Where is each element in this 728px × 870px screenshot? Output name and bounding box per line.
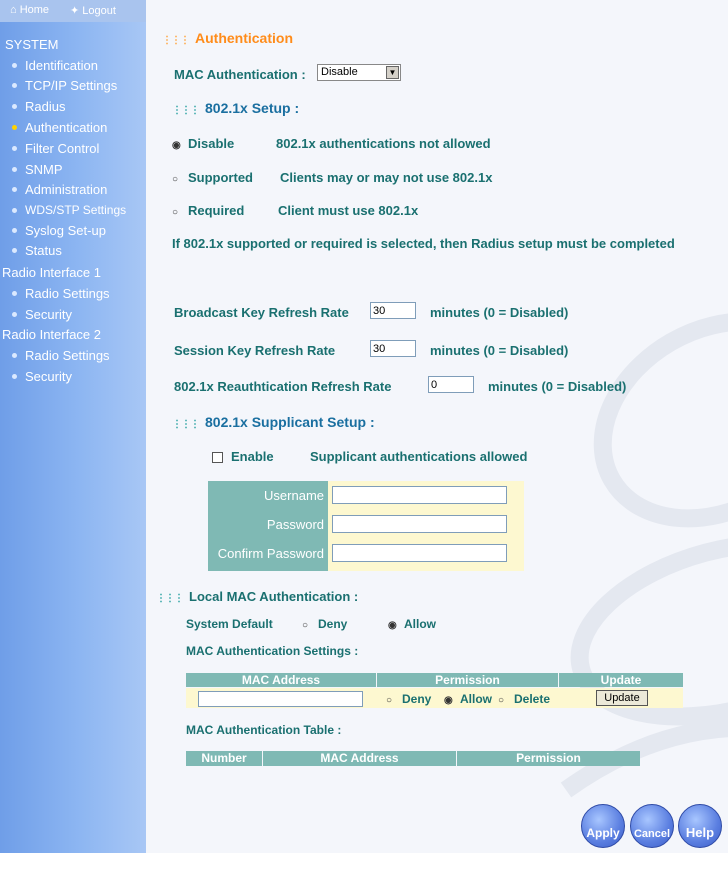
mac-table-label: MAC Authentication Table : — [186, 723, 342, 737]
header-permission: Permission — [377, 673, 558, 687]
sidebar-item-radio1-settings[interactable]: Radio Settings — [12, 286, 110, 301]
bullet-icon — [12, 228, 17, 233]
perm-delete[interactable]: ○ Delete — [498, 692, 551, 706]
sidebar-item-radio1-security[interactable]: Security — [12, 307, 72, 322]
radio-empty-icon[interactable]: ○ — [386, 695, 393, 706]
sidebar-item-radio2-security[interactable]: Security — [12, 369, 72, 384]
bullet-icon — [12, 167, 17, 172]
chevron-down-icon[interactable]: ▼ — [386, 66, 399, 79]
local-mac-heading: ⋮⋮⋮ Local MAC Authentication : — [156, 589, 359, 604]
checkbox[interactable] — [212, 452, 223, 463]
radio-empty-icon[interactable]: ○ — [172, 174, 179, 185]
skey-input[interactable] — [370, 340, 416, 357]
sidebar-item-authentication[interactable]: Authentication — [12, 120, 107, 135]
password-input[interactable] — [332, 515, 507, 533]
cancel-button[interactable]: Cancel — [630, 804, 674, 848]
table-header-number: Number — [186, 751, 262, 766]
system-default-label: System Default — [186, 617, 273, 631]
reauth-input[interactable] — [428, 376, 474, 393]
update-button[interactable]: Update — [596, 690, 648, 706]
heading-bullet-icon: ⋮⋮⋮ — [172, 419, 199, 430]
home-link[interactable]: ⌂ Home — [10, 4, 50, 16]
heading-bullet-icon: ⋮⋮⋮ — [156, 593, 183, 604]
option-disable-desc: 802.1x authentications not allowed — [276, 136, 491, 151]
sidebar-item-snmp[interactable]: SNMP — [12, 162, 63, 177]
sidebar-item-filter-control[interactable]: Filter Control — [12, 141, 99, 156]
page-title: ⋮⋮⋮ Authentication — [162, 30, 293, 46]
supplicant-enable-desc: Supplicant authentications allowed — [310, 449, 528, 464]
sidebar-item-radio2-settings[interactable]: Radio Settings — [12, 348, 110, 363]
radius-note: If 802.1x supported or required is selected, then Radius setup must be completed — [172, 236, 675, 251]
mac-settings-label: MAC Authentication Settings : — [186, 644, 359, 658]
mac-auth-select[interactable]: Disable ▼ — [317, 64, 401, 81]
skey-label: Session Key Refresh Rate — [174, 343, 336, 358]
sidebar-item-identification[interactable]: Identification — [12, 58, 98, 73]
skey-unit: minutes (0 = Disabled) — [430, 343, 569, 358]
username-input[interactable] — [332, 486, 507, 504]
sidebar-item-status[interactable]: Status — [12, 243, 62, 258]
bullet-icon — [12, 374, 17, 379]
main-content — [146, 0, 728, 853]
heading-bullet-icon: ⋮⋮⋮ — [172, 105, 199, 116]
bkey-input[interactable] — [370, 302, 416, 319]
bullet-icon — [12, 104, 17, 109]
bullet-icon — [12, 353, 17, 358]
confirm-password-label: Confirm Password — [217, 546, 324, 561]
sidebar-item-syslog[interactable]: Syslog Set-up — [12, 223, 106, 238]
sidebar-item-radius[interactable]: Radius — [12, 99, 65, 114]
sidebar-item-wds-stp[interactable]: WDS/STP Settings — [12, 203, 126, 217]
default-allow[interactable]: ◉ Allow — [388, 617, 436, 631]
option-required-desc: Client must use 802.1x — [278, 203, 419, 218]
reauth-unit: minutes (0 = Disabled) — [488, 379, 627, 394]
bullet-icon — [12, 83, 17, 88]
title-bullet-icon: ⋮⋮⋮ — [162, 35, 189, 46]
mac-address-input[interactable] — [198, 691, 363, 707]
top-links — [0, 0, 146, 22]
sidebar-item-tcpip[interactable]: TCP/IP Settings — [12, 78, 117, 93]
radio-empty-icon[interactable]: ○ — [302, 620, 309, 631]
username-label: Username — [264, 488, 324, 503]
option-disable[interactable]: ◉ Disable — [172, 136, 235, 151]
nav-section-radio2: Radio Interface 2 — [2, 327, 102, 342]
option-required[interactable]: ○ Required — [172, 203, 245, 218]
perm-allow[interactable]: ◉ Allow — [444, 692, 492, 706]
header-mac-address: MAC Address — [186, 673, 376, 687]
mac-auth-label: MAC Authentication : — [174, 67, 306, 82]
supplicant-credentials — [208, 481, 524, 571]
bullet-icon — [12, 146, 17, 151]
option-supported[interactable]: ○ Supported — [172, 170, 253, 185]
table-header-mac-address: MAC Address — [263, 751, 456, 766]
bkey-label: Broadcast Key Refresh Rate — [174, 305, 349, 320]
bullet-icon — [12, 312, 17, 317]
bullet-icon — [12, 248, 17, 253]
table-header-permission: Permission — [457, 751, 640, 766]
logout-link[interactable]: ✦ Logout — [70, 5, 116, 17]
radio-empty-icon[interactable]: ○ — [498, 695, 505, 706]
bullet-icon — [12, 291, 17, 296]
password-label: Password — [266, 517, 324, 532]
bullet-icon — [12, 208, 17, 213]
supplicant-heading: ⋮⋮⋮ 802.1x Supplicant Setup : — [172, 414, 375, 430]
bullet-icon — [12, 125, 17, 130]
bullet-icon — [12, 187, 17, 192]
option-supported-desc: Clients may or may not use 802.1x — [280, 170, 493, 185]
setup-heading: ⋮⋮⋮ 802.1x Setup : — [172, 100, 300, 116]
radio-selected-icon[interactable]: ◉ — [444, 695, 453, 706]
confirm-password-input[interactable] — [332, 544, 507, 562]
bullet-icon — [12, 63, 17, 68]
default-deny[interactable]: ○ Deny — [302, 617, 348, 631]
apply-button[interactable]: Apply — [581, 804, 625, 848]
nav-section-system: SYSTEM — [5, 37, 59, 52]
sidebar — [0, 0, 146, 853]
perm-deny[interactable]: ○ Deny — [386, 692, 432, 706]
radio-selected-icon[interactable]: ◉ — [172, 140, 181, 151]
header-update: Update — [559, 673, 683, 687]
supplicant-enable[interactable]: Enable — [212, 449, 274, 464]
nav-section-radio1: Radio Interface 1 — [2, 265, 102, 280]
radio-empty-icon[interactable]: ○ — [172, 207, 179, 218]
radio-selected-icon[interactable]: ◉ — [388, 620, 397, 631]
sidebar-item-administration[interactable]: Administration — [12, 182, 107, 197]
bkey-unit: minutes (0 = Disabled) — [430, 305, 569, 320]
help-button[interactable]: Help — [678, 804, 722, 848]
reauth-label: 802.1x Reauthtication Refresh Rate — [174, 379, 392, 394]
